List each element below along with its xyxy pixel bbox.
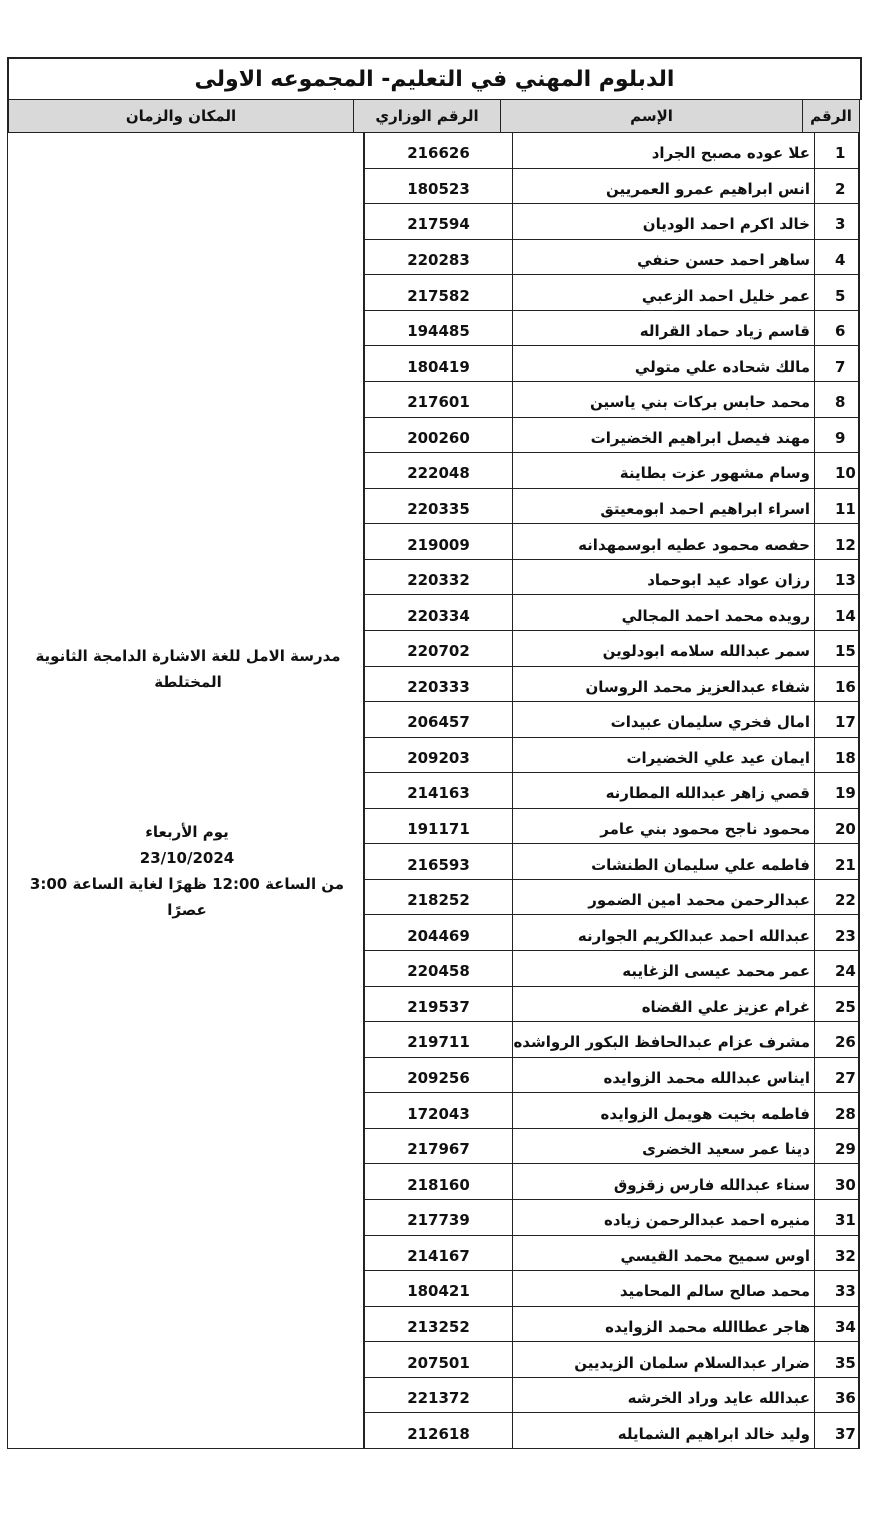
student-name-cell: عبدالرحمن محمد امين الضمور	[512, 880, 814, 915]
student-name-cell: علا عوده مصبح الجراد	[512, 133, 814, 168]
table-row	[364, 169, 860, 205]
student-name-cell: محمد صالح سالم المحاميد	[512, 1271, 814, 1306]
index-cell: 2	[814, 169, 860, 204]
index-cell: 35	[814, 1342, 860, 1377]
ministry-number-cell: 217601	[364, 382, 512, 417]
table-row	[364, 382, 860, 418]
table-row	[364, 738, 860, 774]
student-name-cell: عمر خليل احمد الزعبي	[512, 275, 814, 310]
ministry-number-cell: 200260	[364, 418, 512, 453]
student-name-cell: رزان عواد عيد ابوحماد	[512, 560, 814, 595]
table-row	[364, 275, 860, 311]
table-row	[364, 1022, 860, 1058]
index-cell: 28	[814, 1093, 860, 1128]
index-cell: 5	[814, 275, 860, 310]
table-row	[364, 1236, 860, 1272]
ministry-number-cell: 206457	[364, 702, 512, 737]
ministry-number-cell: 219009	[364, 524, 512, 559]
ministry-number-cell: 213252	[364, 1307, 512, 1342]
ministry-number-cell: 220332	[364, 560, 512, 595]
table-row	[364, 987, 860, 1023]
student-name-cell: ضرار عبدالسلام سلمان الزيديين	[512, 1342, 814, 1377]
index-cell: 9	[814, 418, 860, 453]
index-cell: 32	[814, 1236, 860, 1271]
index-cell: 19	[814, 773, 860, 808]
index-cell: 3	[814, 204, 860, 239]
ministry-number-cell: 221372	[364, 1378, 512, 1413]
table-row	[364, 915, 860, 951]
sheet-title-box	[7, 57, 862, 100]
table-row	[364, 1342, 860, 1378]
student-name-cell: قاسم زياد حماد القراله	[512, 311, 814, 346]
table-row	[364, 1413, 860, 1449]
ministry-number-cell: 212618	[364, 1413, 512, 1448]
table-row	[364, 1200, 860, 1236]
table-row	[364, 240, 860, 276]
student-name-cell: مشرف عزام عبدالحافظ البكور الرواشده	[512, 1022, 814, 1057]
student-name-cell: امال فخري سليمان عبيدات	[512, 702, 814, 737]
index-cell: 23	[814, 915, 860, 950]
student-name-cell: ساهر احمد حسن حنفي	[512, 240, 814, 275]
table-row	[364, 595, 860, 631]
table-row	[364, 204, 860, 240]
ministry-number-cell: 219537	[364, 987, 512, 1022]
student-name-cell: سمر عبدالله سلامه ابودلوين	[512, 631, 814, 666]
table-row	[364, 489, 860, 525]
index-cell: 11	[814, 489, 860, 524]
ministry-number-cell: 194485	[364, 311, 512, 346]
student-name-cell: اوس سميح محمد القيسي	[512, 1236, 814, 1271]
index-cell: 22	[814, 880, 860, 915]
table-row	[364, 346, 860, 382]
ministry-number-cell: 180419	[364, 346, 512, 381]
ministry-number-cell: 209256	[364, 1058, 512, 1093]
table-row	[364, 1307, 860, 1343]
table-header	[7, 99, 860, 133]
ministry-number-cell: 172043	[364, 1093, 512, 1128]
index-cell: 30	[814, 1164, 860, 1199]
exam-datetime	[22, 819, 352, 923]
ministry-number-cell: 220458	[364, 951, 512, 986]
ministry-number-cell: 220335	[364, 489, 512, 524]
ministry-number-cell: 219711	[364, 1022, 512, 1057]
table-row	[364, 1164, 860, 1200]
table-row	[364, 1058, 860, 1094]
table-row	[364, 1129, 860, 1165]
ministry-number-cell: 220702	[364, 631, 512, 666]
index-cell: 33	[814, 1271, 860, 1306]
ministry-number-cell: 191171	[364, 809, 512, 844]
index-cell: 36	[814, 1378, 860, 1413]
table-row	[364, 1093, 860, 1129]
header-index: الرقم	[802, 100, 859, 132]
table-row	[364, 667, 860, 703]
student-name-cell: وليد خالد ابراهيم الشمايله	[512, 1413, 814, 1448]
index-cell: 12	[814, 524, 860, 559]
exam-time: من الساعة 12:00 ظهرًا لغاية الساعة 3:00 عصرًا	[29, 875, 345, 919]
exam-location: مدرسة الامل للغة الاشارة الدامجة الثانوية المختلطة	[35, 647, 341, 691]
student-name-cell: غرام عزيز علي القضاه	[512, 987, 814, 1022]
index-cell: 37	[814, 1413, 860, 1448]
student-name-cell: سناء عبدالله فارس زقزوق	[512, 1164, 814, 1199]
table-row	[364, 702, 860, 738]
table-row	[364, 1271, 860, 1307]
student-name-cell: مالك شحاده علي متولي	[512, 346, 814, 381]
student-name-cell: محمد حابس بركات بني ياسين	[512, 382, 814, 417]
table-row	[364, 809, 860, 845]
ministry-number-cell: 217967	[364, 1129, 512, 1164]
student-name-cell: انس ابراهيم عمرو العمريين	[512, 169, 814, 204]
index-cell: 16	[814, 667, 860, 702]
student-name-cell: منيره احمد عبدالرحمن زياده	[512, 1200, 814, 1235]
index-cell: 4	[814, 240, 860, 275]
ministry-number-cell: 218160	[364, 1164, 512, 1199]
ministry-number-cell: 217582	[364, 275, 512, 310]
index-cell: 10	[814, 453, 860, 488]
index-cell: 13	[814, 560, 860, 595]
ministry-number-cell: 217594	[364, 204, 512, 239]
student-name-cell: قصي زاهر عبدالله المطارنه	[512, 773, 814, 808]
ministry-number-cell: 216593	[364, 844, 512, 879]
index-cell: 27	[814, 1058, 860, 1093]
student-name-cell: خالد اكرم احمد الوديان	[512, 204, 814, 239]
student-name-cell: ايمان عيد علي الخضيرات	[512, 738, 814, 773]
ministry-number-cell: 216626	[364, 133, 512, 168]
table-row	[364, 844, 860, 880]
header-name: الإسم	[500, 100, 802, 132]
ministry-number-cell: 180421	[364, 1271, 512, 1306]
ministry-number-cell: 220333	[364, 667, 512, 702]
index-cell: 18	[814, 738, 860, 773]
exam-day: يوم الأربعاء	[145, 823, 229, 841]
ministry-number-cell: 204469	[364, 915, 512, 950]
ministry-number-cell: 218252	[364, 880, 512, 915]
student-name-cell: مهند فيصل ابراهيم الخضيرات	[512, 418, 814, 453]
table-row	[364, 133, 860, 169]
exam-schedule-sheet	[7, 57, 860, 1449]
ministry-number-cell: 207501	[364, 1342, 512, 1377]
student-name-cell: فاطمه بخيت هويمل الزوايده	[512, 1093, 814, 1128]
table-row	[364, 773, 860, 809]
ministry-number-cell: 214167	[364, 1236, 512, 1271]
ministry-number-cell: 222048	[364, 453, 512, 488]
table-row	[364, 311, 860, 347]
sheet-title: الدبلوم المهني في التعليم- المجموعه الاولى	[194, 66, 675, 92]
student-name-cell: شفاء عبدالعزيز محمد الروسان	[512, 667, 814, 702]
student-name-cell: وسام مشهور عزت بطاينة	[512, 453, 814, 488]
index-cell: 26	[814, 1022, 860, 1057]
index-cell: 34	[814, 1307, 860, 1342]
student-name-cell: هاجر عطاالله محمد الزوايده	[512, 1307, 814, 1342]
student-name-cell: دينا عمر سعيد الخضرى	[512, 1129, 814, 1164]
student-name-cell: ايناس عبدالله محمد الزوايده	[512, 1058, 814, 1093]
student-name-cell: رويده محمد احمد المجالي	[512, 595, 814, 630]
student-name-cell: عبدالله احمد عبدالكريم الجوارنه	[512, 915, 814, 950]
student-name-cell: محمود ناجح محمود بني عامر	[512, 809, 814, 844]
student-name-cell: عبدالله عايد وراد الخرشه	[512, 1378, 814, 1413]
student-name-cell: عمر محمد عيسى الزغايبه	[512, 951, 814, 986]
index-cell: 8	[814, 382, 860, 417]
exam-date: 23/10/2024	[139, 849, 235, 867]
student-name-cell: حفصه محمود عطيه ابوسمهدانه	[512, 524, 814, 559]
student-name-cell: فاطمه علي سليمان الطنشات	[512, 844, 814, 879]
table-row	[364, 524, 860, 560]
place-time-cell	[7, 133, 364, 1449]
ministry-number-cell: 220283	[364, 240, 512, 275]
table-row	[364, 951, 860, 987]
header-ministry-number: الرقم الوزاري	[353, 100, 500, 132]
index-cell: 6	[814, 311, 860, 346]
table-row	[364, 631, 860, 667]
index-cell: 1	[814, 133, 860, 168]
index-cell: 20	[814, 809, 860, 844]
ministry-number-cell: 209203	[364, 738, 512, 773]
index-cell: 21	[814, 844, 860, 879]
ministry-number-cell: 180523	[364, 169, 512, 204]
index-cell: 24	[814, 951, 860, 986]
index-cell: 15	[814, 631, 860, 666]
ministry-number-cell: 220334	[364, 595, 512, 630]
table-row	[364, 453, 860, 489]
index-cell: 29	[814, 1129, 860, 1164]
table-row	[364, 1378, 860, 1414]
student-name-cell: اسراء ابراهيم احمد ابومعيتق	[512, 489, 814, 524]
table-row	[364, 880, 860, 916]
index-cell: 14	[814, 595, 860, 630]
ministry-number-cell: 214163	[364, 773, 512, 808]
ministry-number-cell: 217739	[364, 1200, 512, 1235]
index-cell: 17	[814, 702, 860, 737]
table-row	[364, 560, 860, 596]
header-place-time: المكان والزمان	[8, 100, 353, 132]
index-cell: 31	[814, 1200, 860, 1235]
index-cell: 25	[814, 987, 860, 1022]
table-row	[364, 418, 860, 454]
index-cell: 7	[814, 346, 860, 381]
